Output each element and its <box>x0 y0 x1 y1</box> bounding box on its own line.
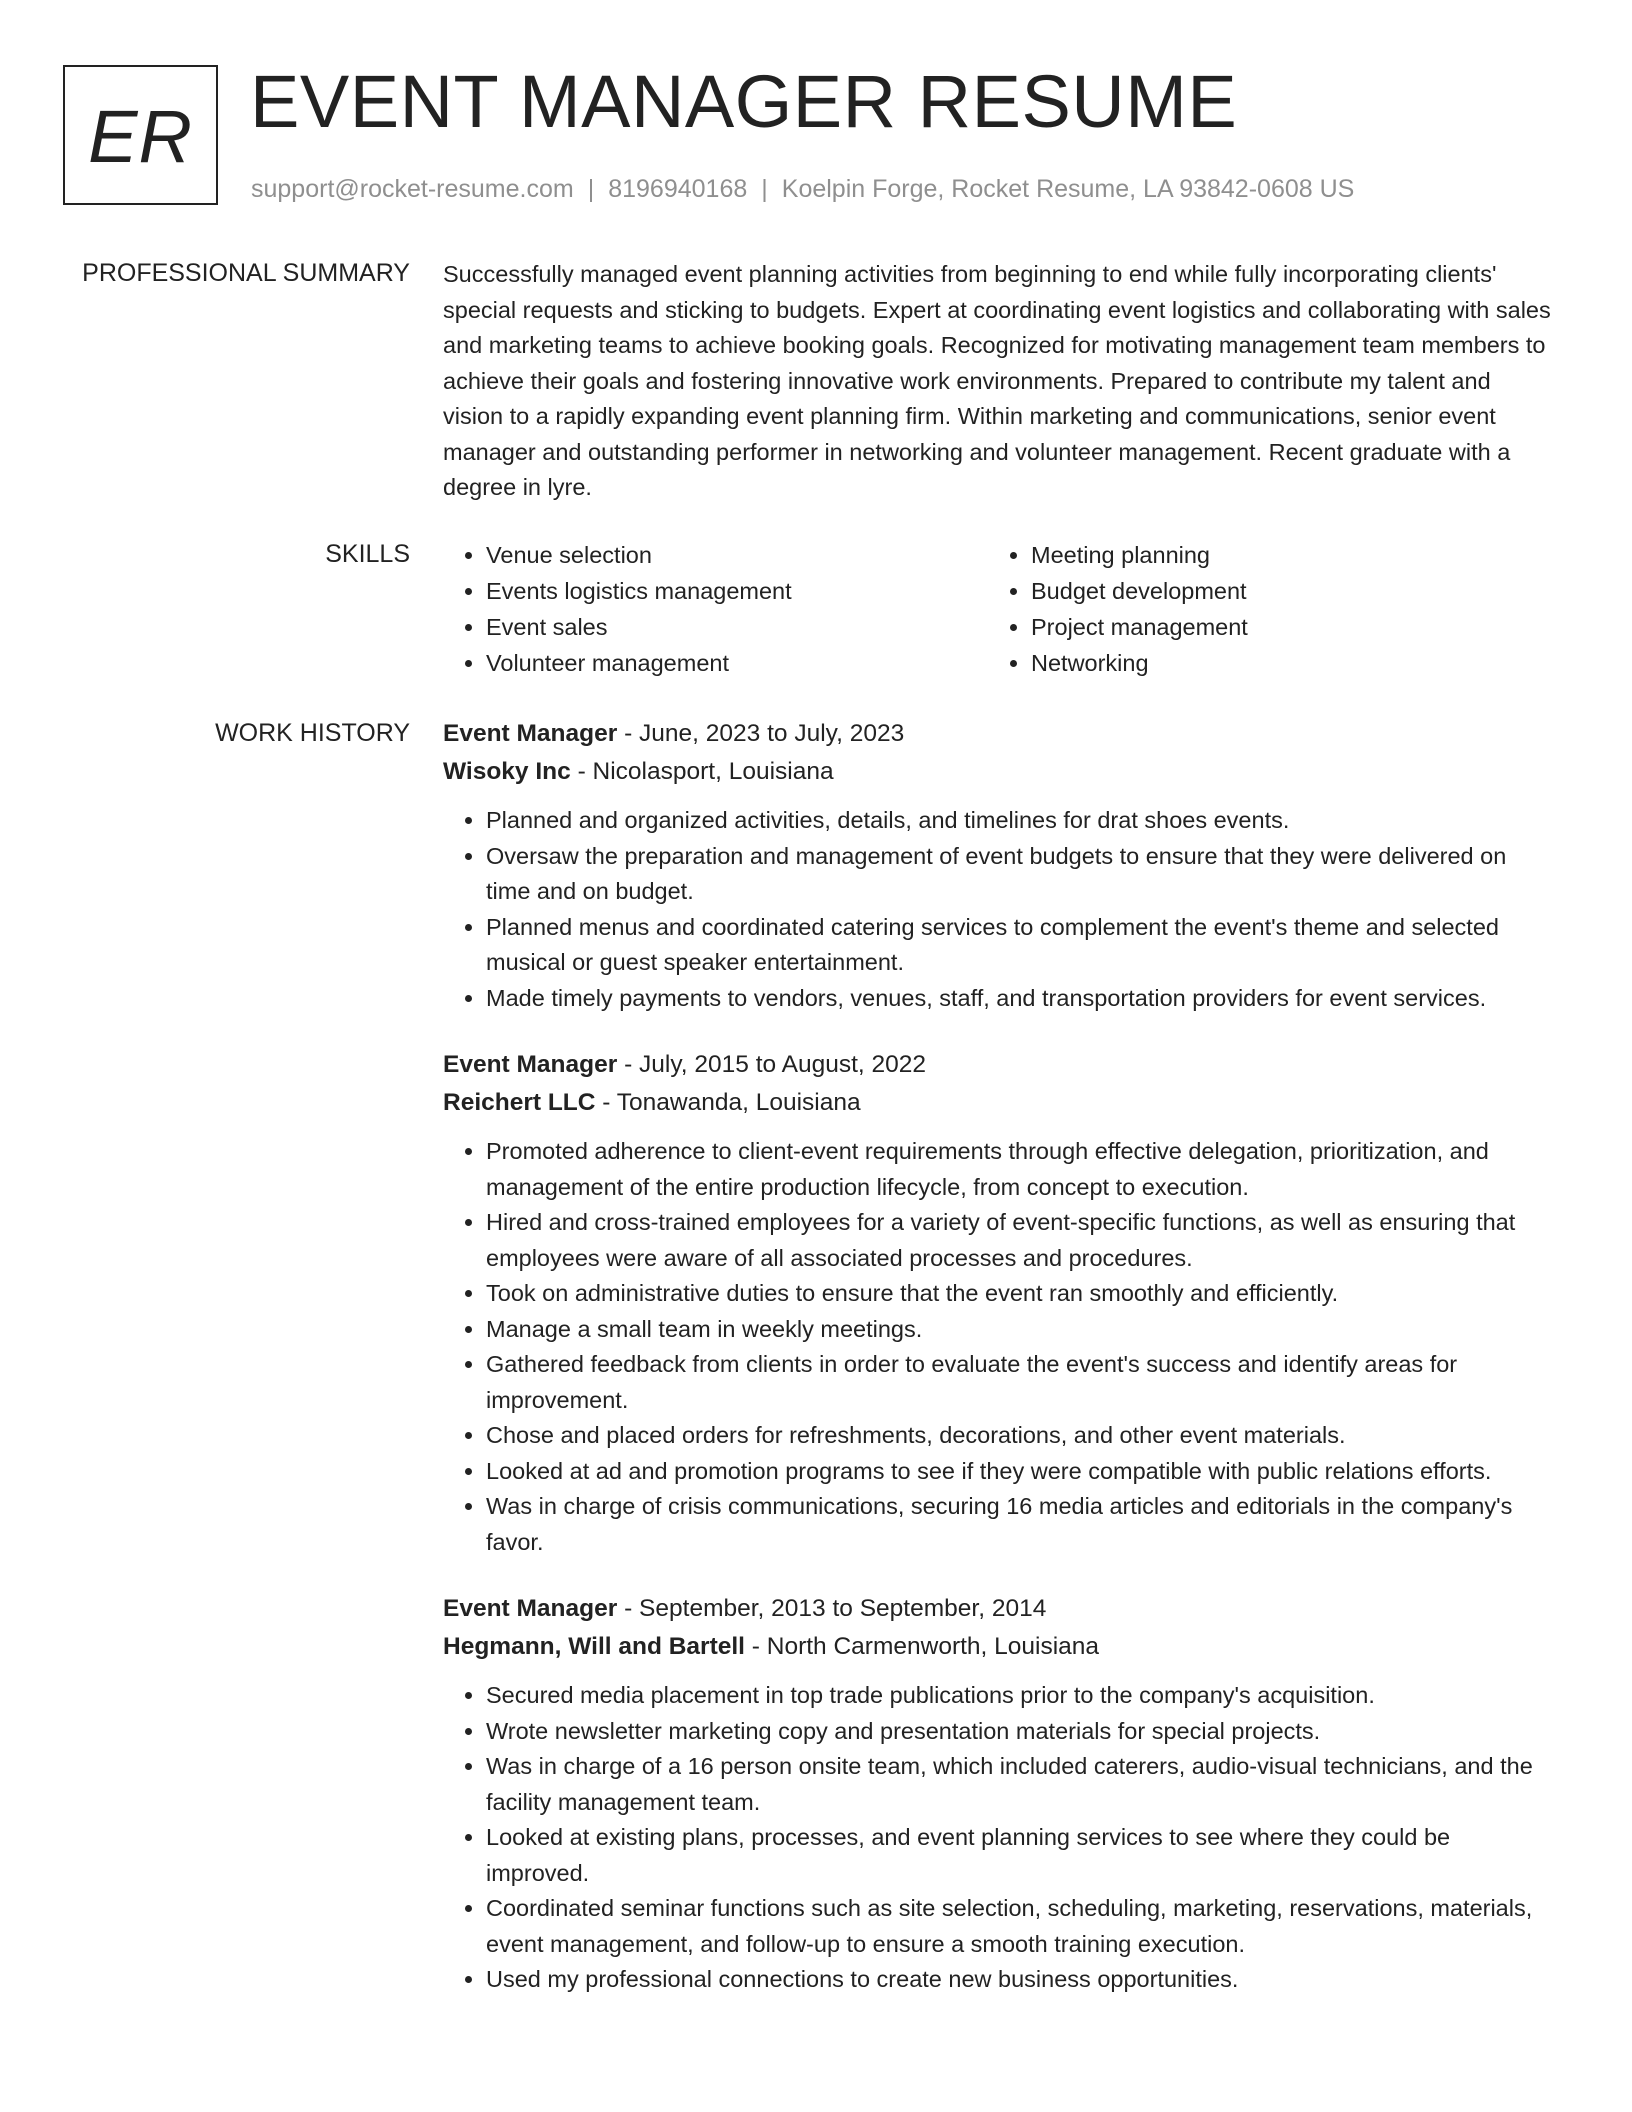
contact-separator: | <box>587 175 595 203</box>
skill-item: • Budget development <box>1031 573 1533 609</box>
job-bullet: • Looked at ad and promotion programs to see if they were compatible with public relations efforts. <box>486 1454 1553 1490</box>
skill-item: • Venue selection <box>486 537 988 573</box>
job-bullet: • Gathered feedback from clients in order to evaluate the event's success and identify areas for improvement. <box>486 1347 1553 1418</box>
job-company-line <box>443 753 1553 791</box>
skill-item: • Networking <box>1031 645 1533 681</box>
job-company: Hegmann, Will and Bartell <box>443 1633 745 1660</box>
job-bullets <box>443 1678 1553 1998</box>
job-bullet: • Coordinated seminar functions such as site selection, scheduling, marketing, reservations, materials, event management, and follow-up to ensure a smooth training execution. <box>486 1891 1553 1962</box>
job-company-line <box>443 1084 1553 1122</box>
contact-phone: 8196940168 <box>608 175 748 203</box>
job-company: Reichert LLC <box>443 1089 596 1116</box>
job-location: - North Carmenworth, Louisiana <box>745 1633 1100 1660</box>
job-bullet: • Chose and placed orders for refreshments, decorations, and other event materials. <box>486 1418 1553 1454</box>
job-bullet: • Oversaw the preparation and management of event budgets to ensure that they were delivered on time and on budget. <box>486 839 1553 910</box>
job-title: Event Manager <box>443 1595 618 1622</box>
skills-grid <box>443 537 1553 681</box>
job-location: - Tonawanda, Louisiana <box>595 1089 861 1116</box>
contact-email: support@rocket-resume.com <box>251 175 574 203</box>
job-title-line <box>443 1046 1553 1084</box>
job-bullets <box>443 1134 1553 1560</box>
job-dates: - June, 2023 to July, 2023 <box>617 720 905 747</box>
job-bullet: • Looked at existing plans, processes, and event planning services to see where they could be improved. <box>486 1820 1553 1891</box>
contact-address: Koelpin Forge, Rocket Resume, LA 93842-0608 US <box>781 175 1355 203</box>
job-bullet: • Wrote newsletter marketing copy and presentation materials for special projects. <box>486 1714 1553 1750</box>
job-location: - Nicolasport, Louisiana <box>570 758 834 785</box>
job-bullet: • Made timely payments to vendors, venues, staff, and transportation providers for event services. <box>486 981 1553 1017</box>
job-bullet: • Was in charge of crisis communications, securing 16 media articles and editorials in the company's favor. <box>486 1489 1553 1560</box>
skills-body <box>443 537 1553 681</box>
work-history-body <box>443 715 1553 1998</box>
contact-separator: | <box>761 175 768 203</box>
job-company: Wisoky Inc <box>443 758 571 785</box>
skills-heading: SKILLS <box>325 540 410 568</box>
job-bullet: • Promoted adherence to client-event requirements through effective delegation, prioritization, and management of the entire production lifecycle, from concept to execution. <box>486 1134 1553 1205</box>
job-title-line <box>443 1590 1553 1628</box>
contact-line <box>251 174 1354 204</box>
skill-item: • Event sales <box>486 609 988 645</box>
job-title-line <box>443 715 1553 753</box>
job-bullet: • Secured media placement in top trade publications prior to the company's acquisition. <box>486 1678 1553 1714</box>
job-bullet: • Manage a small team in weekly meetings. <box>486 1312 1553 1348</box>
job-dates: - July, 2015 to August, 2022 <box>617 1051 927 1078</box>
summary-text: Successfully managed event planning activities from beginning to end while fully incorporating clients' special requests and sticking to budgets. Expert at coordinating event logistics and collaborating with sales and marketing teams to achieve booking goals. Recognized for motivating management team members to achieve their goals and fostering innovative work environments. Prepared to contribute my talent and vision to a rapidly expanding event planning firm. Within marketing and communications, senior event manager and outstanding performer in networking and volunteer management. Recent graduate with a degree in lyre. <box>443 261 1551 500</box>
skill-item: • Volunteer management <box>486 645 988 681</box>
skills-list-right <box>988 537 1533 681</box>
job-entry <box>443 1590 1553 1998</box>
resume-title: EVENT MANAGER RESUME <box>250 60 1238 143</box>
job-company-line <box>443 1628 1553 1666</box>
summary-body <box>443 257 1553 506</box>
job-entry <box>443 1046 1553 1560</box>
summary-heading: PROFESSIONAL SUMMARY <box>82 259 410 287</box>
monogram-logo <box>63 65 218 205</box>
skill-item: • Events logistics management <box>486 573 988 609</box>
monogram-initials: ER <box>88 94 193 178</box>
job-bullets <box>443 803 1553 1016</box>
job-bullet: • Planned and organized activities, details, and timelines for drat shoes events. <box>486 803 1553 839</box>
skill-item: • Meeting planning <box>1031 537 1533 573</box>
skills-list-left <box>443 537 988 681</box>
job-entry <box>443 715 1553 1016</box>
job-bullet: • Planned menus and coordinated catering services to complement the event's theme and selected musical or guest speaker entertainment. <box>486 910 1553 981</box>
job-bullet: • Used my professional connections to create new business opportunities. <box>486 1962 1553 1998</box>
job-bullet: • Hired and cross-trained employees for a variety of event-specific functions, as well as ensuring that employees were aware of all associated processes and procedures. <box>486 1205 1553 1276</box>
job-dates: - September, 2013 to September, 2014 <box>617 1595 1047 1622</box>
work-history-heading: WORK HISTORY <box>215 719 410 747</box>
job-bullet: • Was in charge of a 16 person onsite team, which included caterers, audio-visual technicians, and the facility management team. <box>486 1749 1553 1820</box>
skill-item: • Project management <box>1031 609 1533 645</box>
job-title: Event Manager <box>443 1051 618 1078</box>
job-title: Event Manager <box>443 720 618 747</box>
job-bullet: • Took on administrative duties to ensure that the event ran smoothly and efficiently. <box>486 1276 1553 1312</box>
